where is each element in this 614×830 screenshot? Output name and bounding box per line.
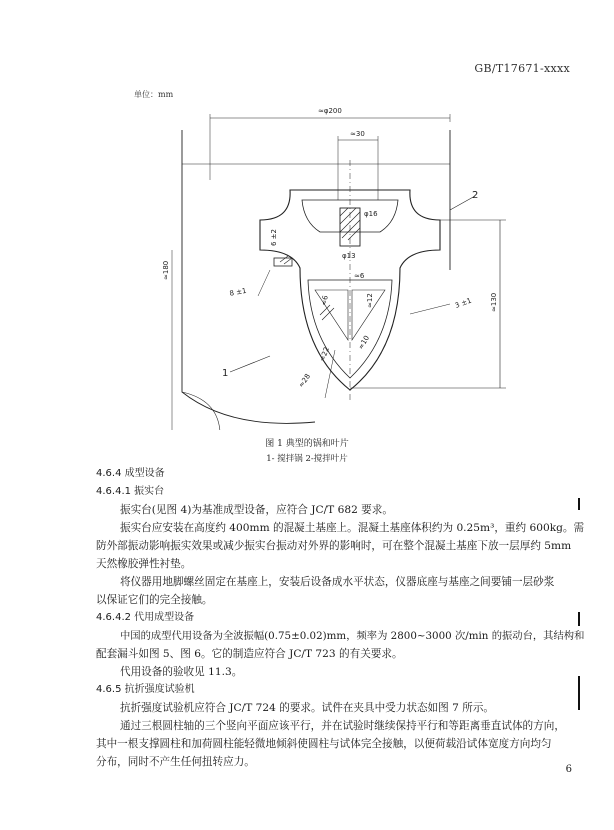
- unit-label: 单位：mm: [134, 90, 174, 99]
- dim-h130: ≈130: [490, 292, 498, 312]
- paragraph-line: 配套漏斗如图 5、图 6。它的制造应符合 JC/T 723 的有关要求。: [96, 648, 403, 660]
- standard-code: GB/T17671-xxxx: [474, 62, 570, 75]
- paragraph-line: 代用设备的验收见 11.3。: [120, 666, 243, 678]
- paragraph-line: 将仪器用地脚螺丝固定在基座上，安装后设备成水平状态，仪器底座与基座之间要铺一层砂浆: [120, 576, 555, 588]
- section-heading: 4.6.4.2 代用成型设备: [96, 612, 195, 623]
- dim-w30: ≈30: [350, 130, 365, 138]
- callout-2: 2: [472, 190, 479, 201]
- dim-v12: ≈12: [366, 293, 374, 308]
- mixer-figure: [150, 100, 530, 430]
- change-bar: [578, 676, 580, 710]
- dim-d16: φ16: [364, 210, 378, 218]
- paragraph-line: 振实台应安装在高度约 400mm 的混凝土基座上。混凝土基座体积约为 0.25m³，重约 600kg。需: [120, 522, 585, 534]
- dim-v3: 3 ±1: [453, 296, 473, 310]
- dim-w6: ≈6: [354, 272, 365, 280]
- paragraph-line: 抗折强度试验机应符合 JC/T 724 的要求。试件在夹具中受力状态如图 7 所示。: [120, 702, 495, 714]
- bowl-outline: [182, 130, 315, 423]
- dim-d13: φ13: [342, 252, 356, 260]
- section-heading: 4.6.4 成型设备: [96, 468, 165, 479]
- paragraph-line: 其中一根支撑圆柱和加荷圆柱能轻微地倾斜使圆柱与试体完全接触，以便荷载沿试体宽度方向均匀: [96, 738, 552, 750]
- section-heading: 4.6.5 抗折强度试验机: [96, 684, 195, 695]
- figure-legend: 1- 搅拌锅 2-搅拌叶片: [266, 454, 348, 464]
- dim-d200: ≈φ200: [318, 107, 342, 115]
- change-bar: [578, 498, 580, 510]
- paragraph-line: 天然橡胶弹性衬垫。: [96, 558, 192, 570]
- mixer-drawing: [150, 100, 530, 430]
- dim-v8: 8 ±1: [229, 286, 248, 298]
- paragraph-line: 以保证它们的完全接触。: [96, 594, 213, 606]
- paragraph-line: 振实台(见图 4)为基准成型设备，应符合 JC/T 682 要求。: [120, 504, 393, 516]
- paragraph-line: 防外部振动影响振实效果或减少振实台振动对外界的影响时，可在整个混凝土基座下放一层厚约 5mm: [96, 540, 572, 552]
- dim-r10: ≈10: [356, 334, 372, 351]
- dim-s6: ≈6: [320, 294, 330, 307]
- paragraph-line: 分布，同时不产生任何扭转应力。: [96, 756, 255, 768]
- section-heading: 4.6.4.1 振实台: [96, 486, 165, 497]
- paragraph-line: 中国的成型代用设备为全波振幅(0.75±0.02)mm，频率为 2800~3000 次/min 的振动台，其结构和: [120, 630, 585, 642]
- dim-r22: ≈22: [318, 346, 331, 363]
- change-bar: [578, 612, 580, 626]
- paragraph-line: 通过三根圆柱轴的三个竖向平面应该平行，并在试验时继续保持平行和等距离垂直试体的方向，: [120, 720, 565, 732]
- callout-1: 1: [222, 368, 229, 379]
- figure-caption: 图 1 典型的锅和叶片: [265, 439, 349, 449]
- dim-v6: 6 ±2: [270, 229, 278, 246]
- dim-h180: ≈180: [162, 260, 170, 280]
- dim-r28: ≈28: [297, 372, 313, 390]
- page-number: 6: [565, 764, 572, 775]
